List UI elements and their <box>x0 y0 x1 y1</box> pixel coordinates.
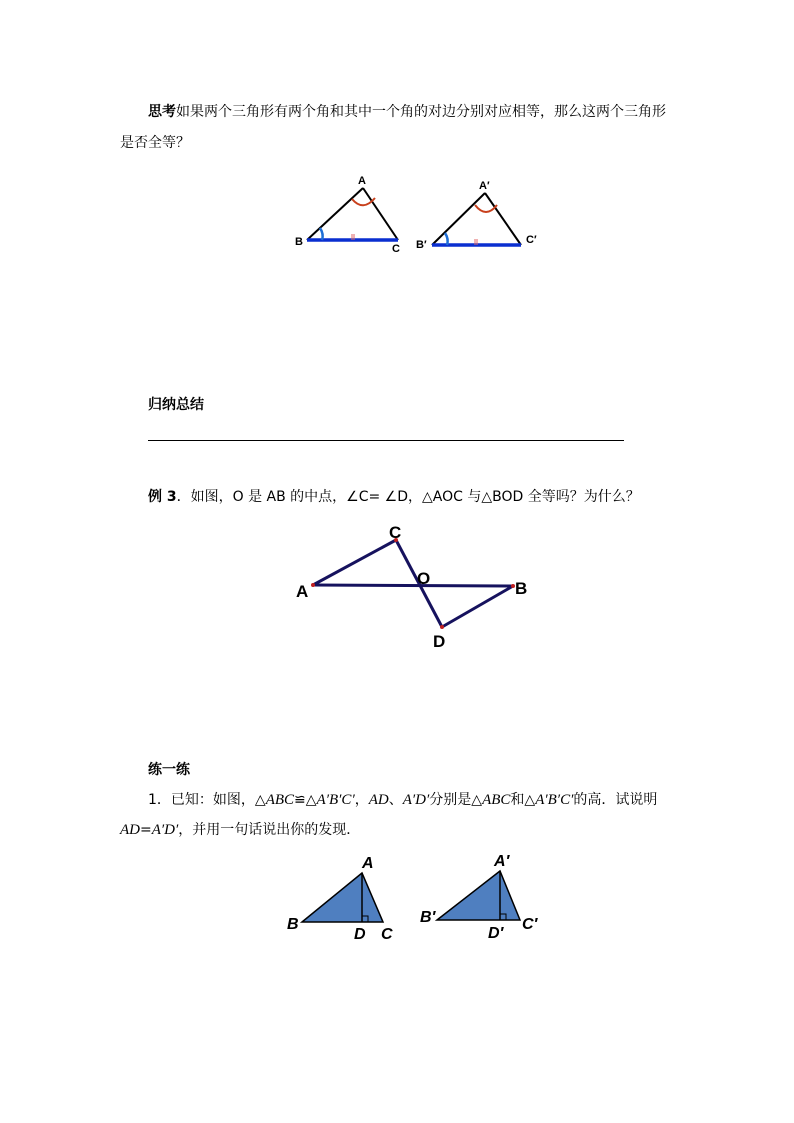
q1-abc: ABC <box>265 792 295 808</box>
label-c: C <box>392 243 400 255</box>
think-text-2: 是否全等？ <box>120 135 190 151</box>
ex-label-d: D <box>433 632 446 651</box>
q1-congruent: ≌△ <box>294 792 317 808</box>
pr-label-b: B <box>287 916 299 933</box>
q1-text-m: 的高．试说明 <box>573 792 658 808</box>
label-a2: A′ <box>479 180 490 192</box>
q1-text-a: 已知：如图，△ <box>170 792 266 808</box>
example3-text: ．如图，O 是 AB 的中点，∠C= ∠D，△AOC 与△BOD 全等吗？为什么？ <box>176 489 640 505</box>
summary-heading: 归纳总结 <box>148 397 204 413</box>
q1-a2b2c2-2: A′B′C′ <box>535 792 574 808</box>
q1-ad: AD <box>368 792 389 808</box>
q1-text-k: 和△ <box>510 792 536 808</box>
q1-a2d2: A′D′ <box>402 792 430 808</box>
practice-triangle-abc <box>287 855 393 943</box>
pr-label-d2: D′ <box>488 925 504 942</box>
think-label: 思考 <box>148 104 176 120</box>
q1-number: 1． <box>148 792 171 808</box>
q1-a2d2-2: A′D′ <box>151 822 179 838</box>
ex-label-o: O <box>417 569 431 588</box>
label-a: A <box>358 175 366 187</box>
label-c2: C′ <box>526 234 537 246</box>
ex-label-b: B <box>515 579 528 598</box>
q1-abc-2: ABC <box>482 792 511 808</box>
label-b2: B′ <box>416 239 427 251</box>
label-b: B <box>295 236 303 248</box>
pr-label-b2: B′ <box>420 909 436 926</box>
pr-label-a2: A′ <box>494 853 510 870</box>
ex-label-a: A <box>296 582 309 601</box>
example3-label: 例 3 <box>148 489 177 505</box>
pr-label-a: A <box>362 855 374 872</box>
ex-label-c: C <box>389 523 402 542</box>
practice-heading: 练一练 <box>148 762 190 778</box>
q1-text-i: 分别是△ <box>429 792 483 808</box>
q1-a2b2c2: A′B′C′ <box>316 792 355 808</box>
pr-label-c: C <box>381 926 393 943</box>
q1-sep: 、 <box>388 792 403 808</box>
practice-triangle-a2b2c2 <box>420 853 539 942</box>
think-text-1: 如果两个三角形有两个角和其中一个角的对边分别对应相等，那么这两个三角形 <box>176 104 666 120</box>
q1-comma: ， <box>354 792 369 808</box>
pr-label-d: D <box>354 926 366 943</box>
q1-text-q: ，并用一句话说出你的发现． <box>178 822 361 838</box>
q1-equals: = <box>140 822 152 838</box>
pr-label-c2: C′ <box>522 916 538 933</box>
q1-ad-2: AD <box>120 822 140 838</box>
